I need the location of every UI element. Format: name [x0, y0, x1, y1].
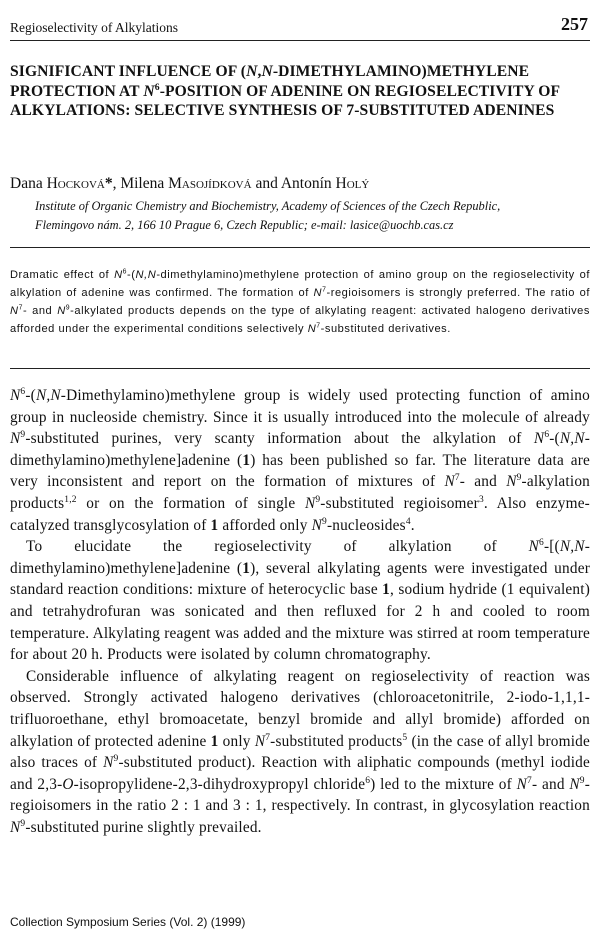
citation: 5 [402, 732, 408, 743]
paragraph: $N^6-(N,N-Dimethylamino)methylene$ group is widely used protecting function of amino group in nucleoside chemistry. Since it is usually introduced into the molecule of already $N^9$-substituted purines, very scanty information about the alkylation of $N^6-(N,N-dimethylamino)methylene]adenine$ (1) has been published so far. The literature data are very inconsistent and report on the formation of mixtures of $N^7-$ and $N^9$-alkylation products$^{1,2}$ or on the formation of single $N^9$-substituted regioisomer$^3$. Also enzyme-catalyzed transglycosylation of 1 afforded only $N^9-nucleosides^4$. [10, 387, 591, 534]
affiliation-line: Institute of Organic Chemistry and Biochemistry, Academy of Sciences of the Czech Republic, [35, 199, 501, 213]
divider [10, 368, 590, 369]
abstract: Dramatic effect of $N^6-(N,N-dimethylamino)methylene$ protection of amino group on the regioselectivity of alkylation of adenine was confirmed. The formation of $N^7$-regioisomers is strongly preferred. The ratio of $N^7-$ and $N^9$-alkylated products depends on the type of alkylating reagent: activated halogeno derivatives afforded under the experimental conditions selectively $N^7$-substituted derivatives. [10, 268, 590, 335]
page-number: 257 [561, 14, 588, 34]
citation: 4 [405, 516, 411, 527]
affiliation [35, 197, 586, 235]
footer-series: Collection Symposium Series (Vol. 2) (1999) [10, 915, 246, 929]
author-family-name: Hocková [46, 175, 105, 192]
affiliation-line: Flemingovo nám. 2, 166 10 Prague 6, Czech Republic; e-mail: lasice@uochb.cas.cz [35, 218, 454, 232]
author-family-name: Masojídková [168, 175, 252, 192]
corresponding-author-mark: * [104, 175, 113, 192]
body-text [10, 385, 590, 838]
author-family-name: Holý [335, 175, 370, 192]
running-header [10, 14, 590, 41]
author-separator: , [112, 175, 121, 192]
citation: 1,2 [64, 495, 77, 506]
running-title: Regioselectivity of Alkylations [10, 20, 178, 35]
author-given-name: Milena [120, 175, 165, 192]
citation: 6 [365, 775, 371, 786]
author-given-name: Dana [10, 175, 43, 192]
citation: 3 [478, 495, 484, 506]
paper-title: SIGNIFICANT INFLUENCE OF (N,N-DIMETHYLAMINO)METHYLENE PROTECTION AT $N^6$-POSITION OF ADENINE ON REGIOSELECTIVITY OF ALKYLATIONS: SELECTIVE SYNTHESIS OF 7-SUBSTITUTED ADENINES [10, 63, 560, 119]
paragraph: Considerable influence of alkylating reagent on regioselectivity of reaction was observed. Strongly activated halogeno derivatives (chloroacetonitrile, 2-iodo-1,1,1-trifluoroethane, ethyl bromoacetate, benzyl bromide and allyl bromide) afforded on alkylation of protected adenine 1 only $N^7$-substituted products$^5$ (in the case of allyl bromide also traces of $N^9$-substituted product). Reaction with aliphatic compounds (methyl iodide and 2,3-O-isopropylidene-2,3-dihydroxypropyl chloride$^6$) led to the mixture of $N^7-$ and $N^9$-regioisomers in the ratio 2 : 1 and 3 : 1, respectively. In contrast, in glycosylation reaction $N^9$-substituted purine slightly prevailed. [10, 667, 591, 836]
author-list [10, 174, 369, 194]
divider [10, 247, 590, 248]
author-separator: and [251, 175, 281, 192]
author-given-name: Antonín [280, 175, 332, 192]
paragraph: To elucidate the regioselectivity of alkylation of $N^6-[(N,N-dimethylamino)methylene]adenine$ (1), several alkylating agents were investigated under standard reaction conditions: mixture of heterocyclic base 1, sodium hydride (1 equivalent) and tetrahydrofuran was sonicated and then refluxed for 2 h and cooled to room temperature. Alkylating reagent was added and the mixture was stirred at room temperature for about 20 h. Products were isolated by column chromatography. [10, 538, 590, 664]
